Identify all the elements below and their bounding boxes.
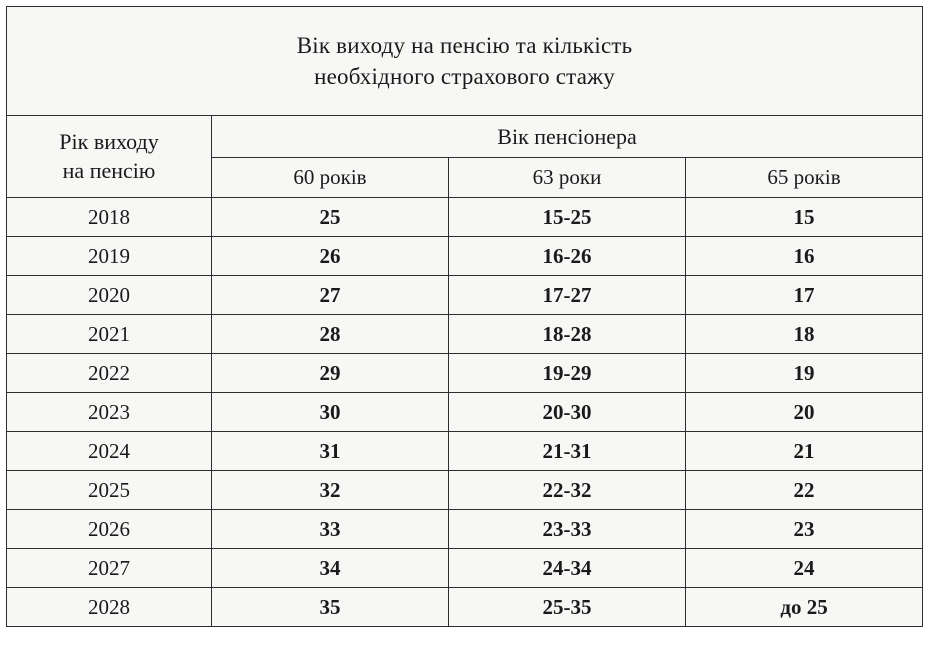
- table-row: [7, 510, 923, 549]
- column-header-year: [7, 116, 212, 198]
- table-row: [7, 315, 923, 354]
- cell-age-65: 22: [686, 471, 923, 510]
- table-title-row: [7, 7, 923, 116]
- cell-age-65: 23: [686, 510, 923, 549]
- table-row: [7, 198, 923, 237]
- cell-year: 2022: [7, 354, 212, 393]
- cell-age-63: 20-30: [449, 393, 686, 432]
- column-group-header-age: Вік пенсіонера: [212, 116, 923, 158]
- column-header-age-63: 63 роки: [449, 158, 686, 198]
- cell-age-63: 16-26: [449, 237, 686, 276]
- cell-year: 2028: [7, 588, 212, 627]
- column-header-age-65: 65 років: [686, 158, 923, 198]
- column-header-year-line-1: Рік виходу: [59, 128, 159, 154]
- cell-age-63: 24-34: [449, 549, 686, 588]
- cell-age-60: 25: [212, 198, 449, 237]
- cell-age-65: 21: [686, 432, 923, 471]
- cell-age-65: 19: [686, 354, 923, 393]
- cell-age-60: 26: [212, 237, 449, 276]
- table-title-line-2: необхідного страхового стажу: [314, 64, 615, 89]
- cell-age-65: 16: [686, 237, 923, 276]
- column-header-age-60: 60 років: [212, 158, 449, 198]
- cell-year: 2027: [7, 549, 212, 588]
- table-row: [7, 237, 923, 276]
- cell-age-63: 19-29: [449, 354, 686, 393]
- cell-year: 2025: [7, 471, 212, 510]
- table-title-line-1: Вік виходу на пенсію та кількість: [296, 32, 633, 58]
- cell-age-60: 35: [212, 588, 449, 627]
- cell-age-60: 30: [212, 393, 449, 432]
- cell-age-65: 18: [686, 315, 923, 354]
- cell-age-63: 23-33: [449, 510, 686, 549]
- cell-year: 2023: [7, 393, 212, 432]
- cell-year: 2020: [7, 276, 212, 315]
- cell-age-65: 15: [686, 198, 923, 237]
- table-title: [7, 7, 923, 116]
- cell-age-60: 34: [212, 549, 449, 588]
- table-row: [7, 354, 923, 393]
- cell-year: 2019: [7, 237, 212, 276]
- table-row: [7, 471, 923, 510]
- cell-age-60: 27: [212, 276, 449, 315]
- cell-age-60: 28: [212, 315, 449, 354]
- cell-year: 2021: [7, 315, 212, 354]
- cell-age-60: 33: [212, 510, 449, 549]
- cell-age-65: 24: [686, 549, 923, 588]
- cell-year: 2018: [7, 198, 212, 237]
- table-row: [7, 549, 923, 588]
- cell-age-63: 25-35: [449, 588, 686, 627]
- cell-age-65: 17: [686, 276, 923, 315]
- cell-age-63: 15-25: [449, 198, 686, 237]
- table-header-row-1: [7, 116, 923, 158]
- column-header-year-line-2: на пенсію: [62, 157, 156, 183]
- table-row: [7, 276, 923, 315]
- cell-age-65: 20: [686, 393, 923, 432]
- table-row: [7, 432, 923, 471]
- cell-age-60: 32: [212, 471, 449, 510]
- cell-age-65: до 25: [686, 588, 923, 627]
- pension-age-table: [6, 6, 923, 627]
- cell-age-63: 21-31: [449, 432, 686, 471]
- cell-age-63: 18-28: [449, 315, 686, 354]
- cell-age-60: 29: [212, 354, 449, 393]
- table-row: [7, 588, 923, 627]
- cell-year: 2026: [7, 510, 212, 549]
- table-row: [7, 393, 923, 432]
- cell-age-63: 17-27: [449, 276, 686, 315]
- cell-age-60: 31: [212, 432, 449, 471]
- cell-year: 2024: [7, 432, 212, 471]
- cell-age-63: 22-32: [449, 471, 686, 510]
